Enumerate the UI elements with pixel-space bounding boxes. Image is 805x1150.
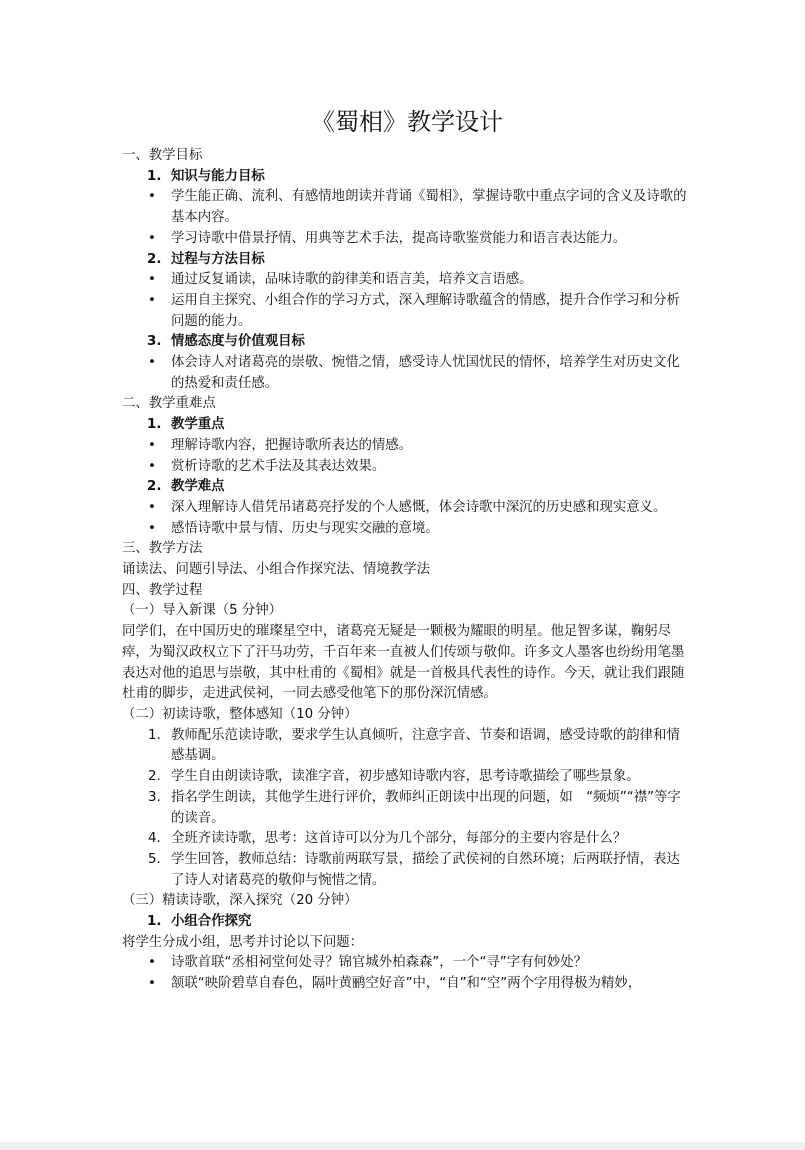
ordered-item (122, 767, 692, 788)
subheading-label: 小组合作探究 (171, 914, 252, 930)
bullet-text: 通过反复诵读，品味诗歌的韵律美和语言美，培养文言语感。 (171, 272, 533, 288)
list-number: 2. (148, 769, 161, 785)
bullet-icon: • (148, 976, 156, 992)
bullet-icon: • (148, 272, 156, 288)
bullet-text: 理解诗歌内容，把握诗歌所表达的情感。 (171, 437, 413, 453)
subheading-label: 过程与方法目标 (171, 251, 265, 267)
list-number: 2. (147, 251, 162, 267)
bullet-item (122, 498, 692, 519)
bullet-item (122, 974, 692, 995)
list-number: 1. (147, 914, 162, 930)
ordered-text: 全班齐读诗歌，思考：这首诗可以分为几个部分，每部分的主要内容是什么？ (171, 831, 627, 847)
ordered-item (122, 788, 692, 829)
subheading-label: 教学重点 (171, 417, 225, 433)
ordered-text: 教师配乐范读诗歌，要求学生认真倾听，注意字音、节奏和语调，感受诗歌的韵律和情感基调。 (171, 727, 680, 764)
section-heading-methods: 三、教学方法 (122, 541, 203, 557)
section-heading-process: 四、教学过程 (122, 582, 203, 598)
list-number: 3. (147, 334, 162, 350)
bullet-icon: • (148, 189, 156, 205)
subheading-label: 情感态度与价值观目标 (171, 334, 305, 350)
subheading-difficulty (122, 477, 692, 498)
bullet-item (122, 353, 692, 394)
phase-heading-close-reading: （三）精读诗歌，深入探究（20 分钟） (122, 893, 358, 909)
page-bottom-edge (0, 1142, 805, 1150)
bullet-text: 运用自主探究、小组合作的学习方式，深入理解诗歌蕴含的情感，提升合作学习和分析问题的能力。 (171, 292, 680, 329)
subheading-label: 教学难点 (171, 479, 225, 495)
ordered-item (122, 850, 692, 891)
ordered-text: 学生自由朗读诗歌，读准字音，初步感知诗歌内容，思考诗歌描绘了哪些景象。 (171, 769, 640, 785)
bullet-item (122, 229, 692, 250)
bullet-item (122, 291, 692, 332)
bullet-text: 诗歌首联“丞相祠堂何处寻？锦官城外柏森森”，一个“寻”字有何妙处？ (171, 955, 588, 971)
page-title: 《蜀相》教学设计 (311, 108, 503, 136)
section-heading-key-points: 二、教学重难点 (122, 396, 216, 412)
bullet-icon: • (148, 230, 156, 246)
list-number: 3. (148, 789, 161, 805)
list-number: 4. (148, 831, 161, 847)
section-heading-objectives: 一、教学目标 (122, 148, 203, 163)
bullet-icon: • (148, 499, 156, 515)
document-content (122, 100, 692, 995)
bullet-text: 深入理解诗人借凭吊诸葛亮抒发的个人感慨，体会诗歌中深沉的历史感和现实意义。 (171, 499, 667, 515)
bullet-item (122, 270, 692, 291)
bullet-item (122, 187, 692, 228)
methods-text: 诵读法、问题引导法、小组合作探究法、情境教学法 (122, 562, 430, 578)
phase-heading-first-reading: （二）初读诗歌，整体感知（10 分钟） (122, 706, 358, 722)
bullet-text: 学习诗歌中借景抒情、用典等艺术手法，提高诗歌鉴赏能力和语言表达能力。 (171, 230, 627, 246)
subheading-attitude (122, 332, 692, 353)
subheading-label: 知识与能力目标 (171, 168, 265, 184)
list-number: 1. (147, 168, 162, 184)
bullet-text: 赏析诗歌的艺术手法及其表达效果。 (171, 458, 386, 474)
bullet-icon: • (148, 458, 156, 474)
subheading-group-work (122, 912, 692, 933)
subheading-process (122, 250, 692, 271)
bullet-item (122, 953, 692, 974)
ordered-text: 指名学生朗读，其他学生进行评价，教师纠正朗读中出现的问题，如 “频烦”“襟”等字的读音。 (171, 789, 681, 826)
list-number: 5. (148, 851, 161, 867)
bullet-item (122, 457, 692, 478)
subheading-key (122, 415, 692, 436)
list-number: 1. (147, 417, 162, 433)
bullet-icon: • (148, 520, 156, 536)
subheading-knowledge (122, 167, 692, 188)
bullet-text: 体会诗人对诸葛亮的崇敬、惋惜之情，感受诗人忧国忧民的情怀，培养学生对历史文化的热爱和责任感。 (171, 355, 680, 391)
bullet-text: 学生能正确、流利、有感情地朗读并背诵《蜀相》，掌握诗歌中重点字词的含义及诗歌的基本内容。 (171, 189, 687, 226)
bullet-icon: • (148, 955, 156, 971)
bullet-text: 颔联“映阶碧草自春色，隔叶黄鹂空好音”中，“自”和“空”两个字用得极为精妙， (171, 976, 642, 992)
bullet-icon: • (148, 355, 156, 371)
bullet-text: 感悟诗歌中景与情、历史与现实交融的意境。 (171, 520, 439, 536)
group-work-intro: 将学生分成小组，思考并讨论以下问题： (122, 934, 364, 950)
ordered-item (122, 829, 692, 850)
list-number: 1. (148, 727, 161, 743)
bullet-item (122, 519, 692, 540)
phase-heading-intro: （一）导入新课（5 分钟） (122, 603, 283, 619)
list-number: 2. (147, 479, 162, 495)
ordered-item (122, 726, 692, 767)
bullet-item (122, 436, 692, 457)
ordered-text: 学生回答，教师总结：诗歌前两联写景，描绘了武侯祠的自然环境；后两联抒情，表达了诗人对诸葛亮的敬仰与惋惜之情。 (171, 851, 680, 888)
bullet-icon: • (148, 292, 156, 308)
bullet-icon: • (148, 437, 156, 453)
intro-paragraph: 同学们，在中国历史的璀璨星空中，诸葛亮无疑是一颗极为耀眼的明星。他足智多谋，鞠躬尽瘁，为蜀汉政权立下了汗马功劳，千百年来一直被人们传颂与敬仰。许多文人墨客也纷纷用笔墨表达对他的追思与崇敬，其中杜甫的《蜀相》就是一首极具代表性的诗作。今天，就让我们跟随杜甫的脚步，走进武侯祠，一同去感受他笔下的那份深沉情感。 (122, 624, 685, 702)
